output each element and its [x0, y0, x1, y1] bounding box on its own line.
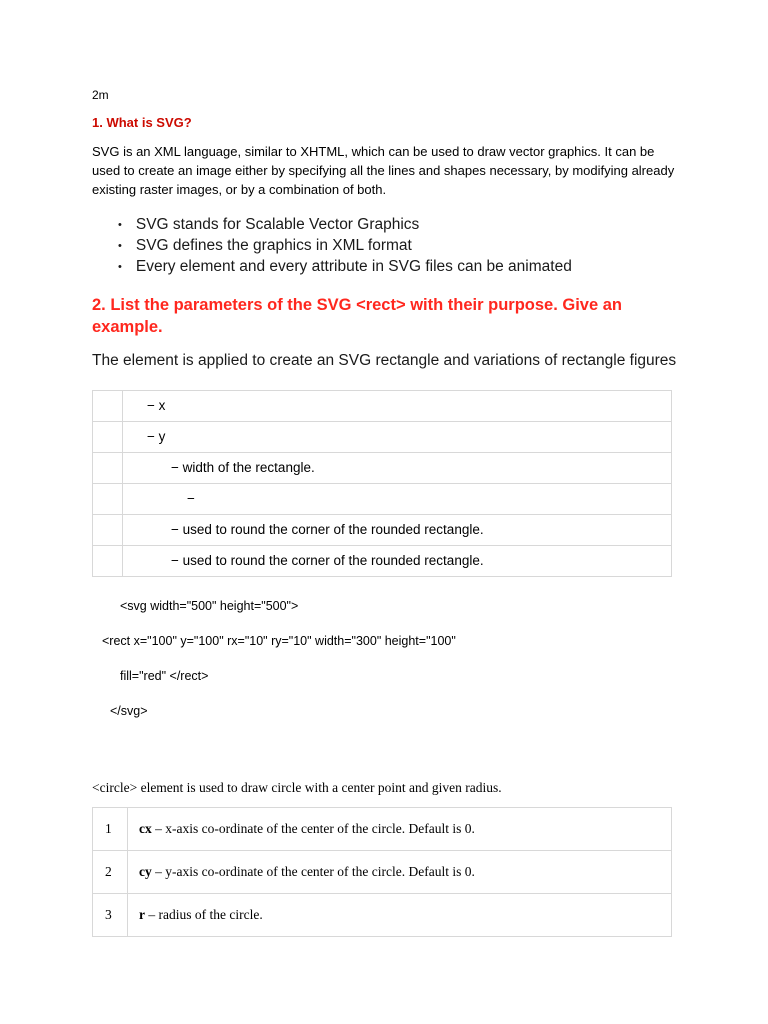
- table-row: [93, 452, 672, 483]
- rect-table-empty-cell: [93, 390, 123, 421]
- svg-bullet-list: [92, 216, 672, 276]
- code-line: <rect x="100" y="100" rx="10" ry="10" width="300" height="100": [102, 633, 456, 648]
- code-line: <svg width="500" height="500">: [120, 598, 299, 613]
- table-row: [93, 807, 672, 850]
- table-row: [93, 514, 672, 545]
- circle-table-desc-cell: [128, 893, 672, 936]
- table-row: [93, 421, 672, 452]
- section1-heading: 1. What is SVG?: [92, 115, 192, 130]
- table-row: [93, 483, 672, 514]
- rect-table-empty-cell: [93, 452, 123, 483]
- circle-table-number-cell: 2: [93, 850, 128, 893]
- svg-code-example: [92, 599, 672, 718]
- circle-table-desc-cell: [128, 807, 672, 850]
- bullet-icon: •: [118, 260, 122, 273]
- table-row: [93, 893, 672, 936]
- rect-params-table: [92, 390, 672, 577]
- bullet-item: [118, 216, 672, 234]
- circle-table-desc-cell: [128, 850, 672, 893]
- rect-table-cell: − y: [123, 421, 672, 452]
- param-name: cy: [139, 863, 152, 879]
- bullet-text: SVG defines the graphics in XML format: [135, 236, 412, 254]
- table-row: [93, 390, 672, 421]
- circle-table-number-cell: 1: [93, 807, 128, 850]
- section2-heading: 2. List the parameters of the SVG <rect> with their purpose. Give an example.: [92, 295, 622, 336]
- circle-params-table: [92, 807, 672, 937]
- page-top-label: 2m: [92, 88, 109, 102]
- section3-intro: <circle> element is used to draw circle with a center point and given radius.: [92, 779, 502, 795]
- table-row: [93, 850, 672, 893]
- rect-table-cell: − used to round the corner of the rounded rectangle.: [123, 514, 672, 545]
- circle-table-number-cell: 3: [93, 893, 128, 936]
- rect-table-empty-cell: [93, 514, 123, 545]
- param-name: r: [139, 906, 145, 922]
- code-line: </svg>: [110, 703, 148, 718]
- rect-table-cell: − used to round the corner of the rounded rectangle.: [123, 545, 672, 576]
- rect-table-empty-cell: [93, 421, 123, 452]
- table-row: [93, 545, 672, 576]
- section2-intro: The element is applied to create an SVG rectangle and variations of rectangle figures: [92, 352, 677, 370]
- bullet-icon: •: [118, 218, 122, 231]
- rect-table-cell: − width of the rectangle.: [123, 452, 672, 483]
- bullet-text: Every element and every attribute in SVG files can be animated: [135, 257, 572, 275]
- bullet-icon: •: [118, 239, 122, 252]
- param-name: cx: [139, 820, 152, 836]
- rect-table-cell: −: [123, 483, 672, 514]
- param-description: – x-axis co-ordinate of the center of the circle. Default is 0.: [151, 820, 475, 836]
- param-description: – radius of the circle.: [145, 906, 263, 922]
- param-description: – y-axis co-ordinate of the center of the circle. Default is 0.: [151, 863, 475, 879]
- rect-table-cell: − x: [123, 390, 672, 421]
- section1-paragraph: SVG is an XML language, similar to XHTML, which can be used to draw vector graphics. It can be used to create an image either by specifying all the lines and shapes necessary, by modifying already existing raster images, or by a combination of both.: [92, 144, 675, 197]
- bullet-item: [118, 258, 672, 276]
- rect-table-empty-cell: [93, 545, 123, 576]
- bullet-item: [118, 237, 672, 255]
- code-line: fill="red" </rect>: [120, 668, 209, 683]
- rect-table-empty-cell: [93, 483, 123, 514]
- bullet-text: SVG stands for Scalable Vector Graphics: [135, 215, 420, 233]
